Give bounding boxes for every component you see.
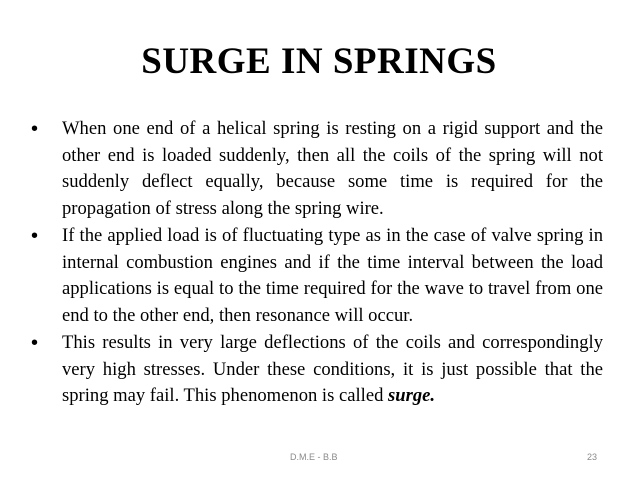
slide-title: SURGE IN SPRINGS: [141, 41, 497, 82]
bullet-icon: •: [31, 332, 39, 354]
bullet-icon: •: [31, 225, 39, 247]
bullet-list: [28, 116, 603, 411]
bullet-text: This results in very large deflections of the coils and correspondingly very high stresses. Under these conditions, it is just possible that the spring may fail. This phenomenon is called: [62, 332, 603, 406]
emphasized-term: surge.: [388, 385, 436, 406]
page-number: 23: [587, 452, 598, 462]
bullet-text-container: [62, 330, 603, 410]
bullet-icon: •: [31, 118, 39, 140]
bullet-text: If the applied load is of fluctuating type as in the case of valve spring in internal combustion engines and if the time interval between the load applications is equal to the time required for the wave to travel from one end to the other end, then resonance will occur.: [62, 225, 603, 326]
footer-label: D.M.E - B.B: [290, 452, 338, 462]
bullet-text: When one end of a helical spring is resting on a rigid support and the other end is loaded suddenly, then all the coils of the spring will not suddenly deflect equally, because some time is required for the propagation of stress along the spring wire.: [62, 118, 603, 219]
bullet-item: [28, 116, 603, 222]
bullet-item: [28, 223, 603, 329]
bullet-item: [28, 330, 603, 410]
